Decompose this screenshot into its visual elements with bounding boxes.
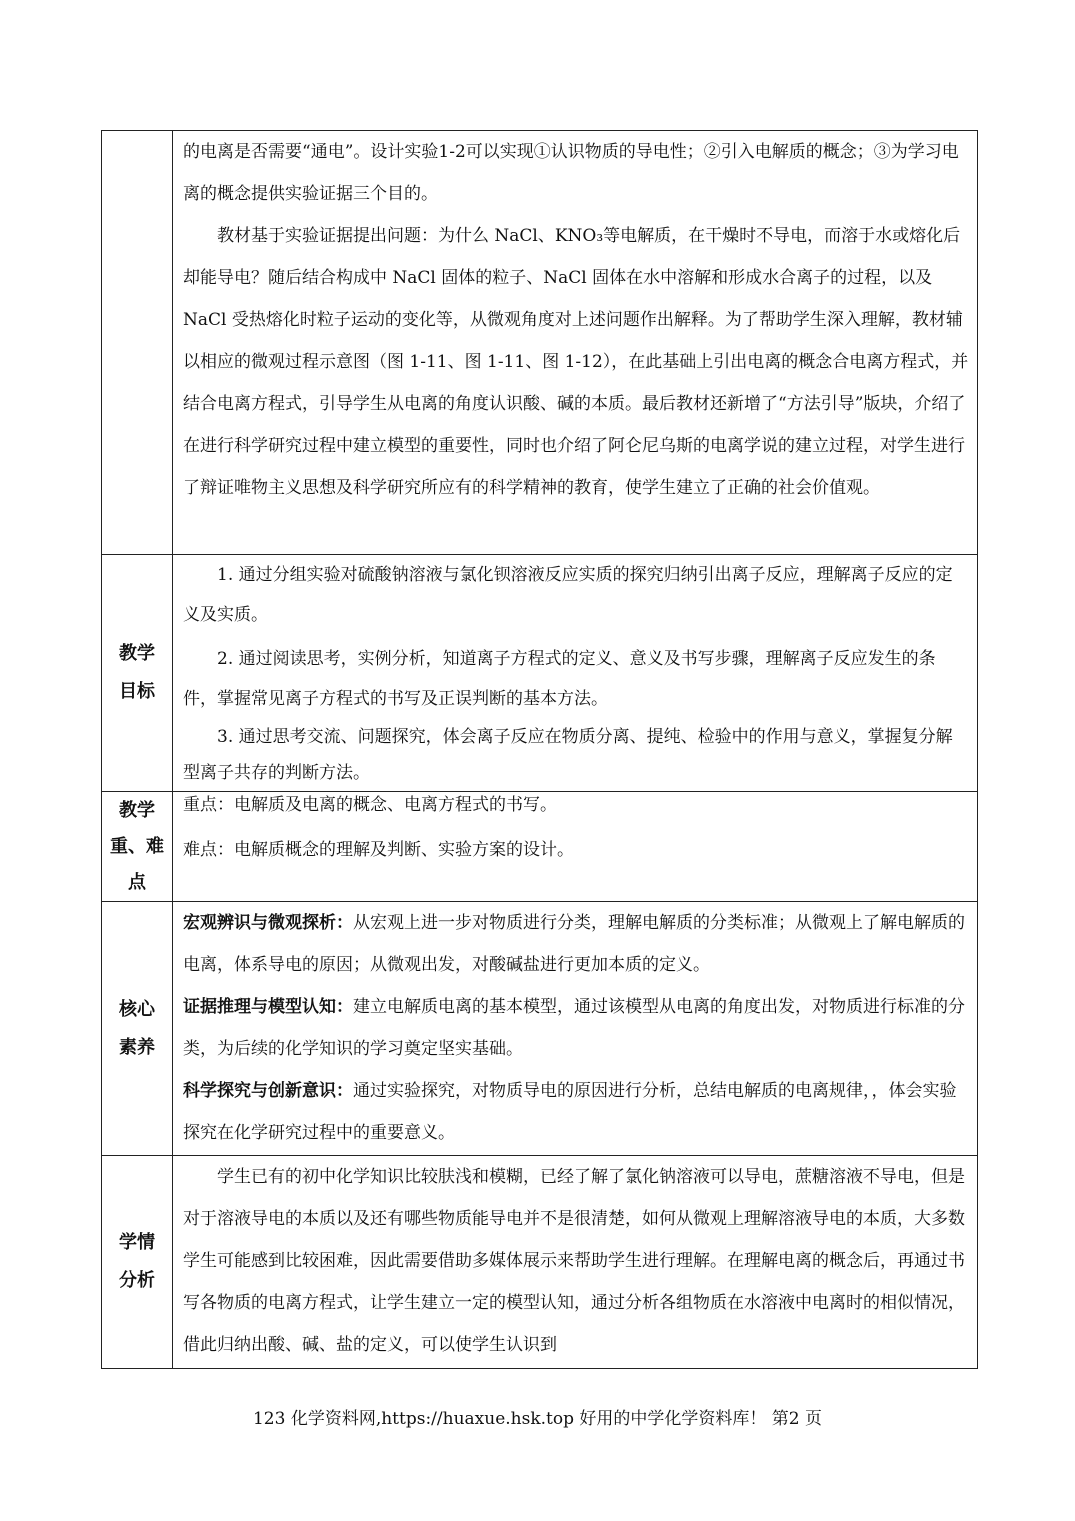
label-line: 学情 — [119, 1232, 155, 1253]
literacy-item-text: 从宏观上进一步对物质进行分类，理解电解质的分类标准；从微观上了解电解质的电离，体系导电的原因；从微观出发，对酸碱盐进行更加本质的定义。 — [183, 913, 965, 975]
page-footer: 123 化学资料网,https://huaxue.hsk.top 好用的中学化学资料库！ 第2 页 — [252, 1409, 823, 1429]
goal-item-3: 3. 通过思考交流、问题探究，体会离子反应在物质分离、提纯、检验中的作用与意义，掌握复分解型离子共存的判断方法。 — [183, 727, 953, 783]
row-content-students — [173, 1156, 978, 1369]
label-line: 分析 — [119, 1270, 155, 1291]
literacy-item — [183, 1070, 969, 1154]
literacy-item — [183, 986, 969, 1070]
literacy-item-head: 证据推理与模型认知： — [183, 997, 353, 1017]
goal-item-2: 2. 通过阅读思考，实例分析，知道离子方程式的定义、意义及书写步骤，理解离子反应发生的条件，掌握常见离子方程式的书写及正误判断的基本方法。 — [183, 649, 936, 709]
literacy-item-text: 建立电解质电离的基本模型，通过该模型从电离的角度出发，对物质进行标准的分类，为后续的化学知识的学习奠定坚实基础。 — [183, 997, 965, 1059]
lesson-plan-table — [101, 130, 978, 1369]
row-label-keypoints — [102, 792, 173, 902]
intro-paragraph-1: 的电离是否需要“通电”。设计实验1-2可以实现①认识物质的导电性；②引入电解质的概念；③为学习电离的概念提供实验证据三个目的。 — [183, 142, 959, 204]
table-row — [102, 1156, 978, 1369]
row-content-goals — [173, 555, 978, 792]
keypoint-focus: 重点：电解质及电离的概念、电离方程式的书写。 — [183, 795, 557, 815]
label-line: 点 — [128, 871, 146, 893]
row-content-intro — [173, 131, 978, 555]
literacy-item — [183, 902, 969, 986]
label-line: 教学 — [119, 643, 155, 664]
row-label-students — [102, 1156, 173, 1369]
literacy-item-text: 通过实验探究，对物质导电的原因进行分析，总结电解质的电离规律，，体会实验探究在化学研究过程中的重要意义。 — [183, 1081, 957, 1143]
intro-paragraph-2: 教材基于实验证据提出问题：为什么 NaCl、KNO₃等电解质，在干燥时不导电，而溶于水或熔化后却能导电？随后结合构成中 NaCl 固体的粒子、NaCl 固体在水中溶解和形成水合离子的过程，以及 NaCl 受热熔化时粒子运动的变化等，从微观角度对上述问题作出解释。为了帮助学生深入理解，教材辅以相应的微观过程示意图（图 1-11、图 1-11、图 1-12），在此基础上引出电离的概念合电离方程式，并结合电离方程式，引导学生从电离的角度认识酸、碱的本质。最后教材还新增了“方法引导”版块，介绍了在进行科学研究过程中建立模型的重要性，同时也介绍了阿仑尼乌斯的电离学说的建立过程，对学生进行了辩证唯物主义思想及科学研究所应有的科学精神的教育，使学生建立了正确的社会价值观。 — [183, 226, 969, 498]
label-line: 核心 — [119, 998, 155, 1020]
label-line: 重、难 — [110, 835, 164, 857]
row-content-literacy — [173, 902, 978, 1156]
table-row — [102, 555, 978, 792]
literacy-item-head: 宏观辨识与微观探析： — [183, 913, 353, 933]
row-label-literacy — [102, 902, 173, 1156]
keypoint-difficulty: 难点：电解质概念的理解及判断、实验方案的设计。 — [183, 840, 574, 860]
label-line: 教学 — [119, 799, 155, 821]
row-label-empty — [102, 131, 173, 555]
label-line: 素养 — [119, 1036, 155, 1058]
label-line: 目标 — [119, 681, 155, 702]
table-row — [102, 131, 978, 555]
table-row — [102, 792, 978, 902]
table-row — [102, 902, 978, 1156]
row-label-goals — [102, 555, 173, 792]
row-content-keypoints — [173, 792, 978, 902]
literacy-item-head: 科学探究与创新意识： — [183, 1081, 353, 1101]
students-analysis-text: 学生已有的初中化学知识比较肤浅和模糊，已经了解了氯化钠溶液可以导电，蔗糖溶液不导电，但是对于溶液导电的本质以及还有哪些物质能导电并不是很清楚，如何从微观上理解溶液导电的本质，大多数学生可能感到比较困难，因此需要借助多媒体展示来帮助学生进行理解。在理解电离的概念后，再通过书写各物质的电离方程式，让学生建立一定的模型认知，通过分析各组物质在水溶液中电离时的相似情况，借此归纳出酸、碱、盐的定义，可以使学生认识到 — [183, 1167, 965, 1355]
goal-item-1: 1. 通过分组实验对硫酸钠溶液与氯化钡溶液反应实质的探究归纳引出离子反应，理解离子反应的定义及实质。 — [183, 565, 953, 625]
